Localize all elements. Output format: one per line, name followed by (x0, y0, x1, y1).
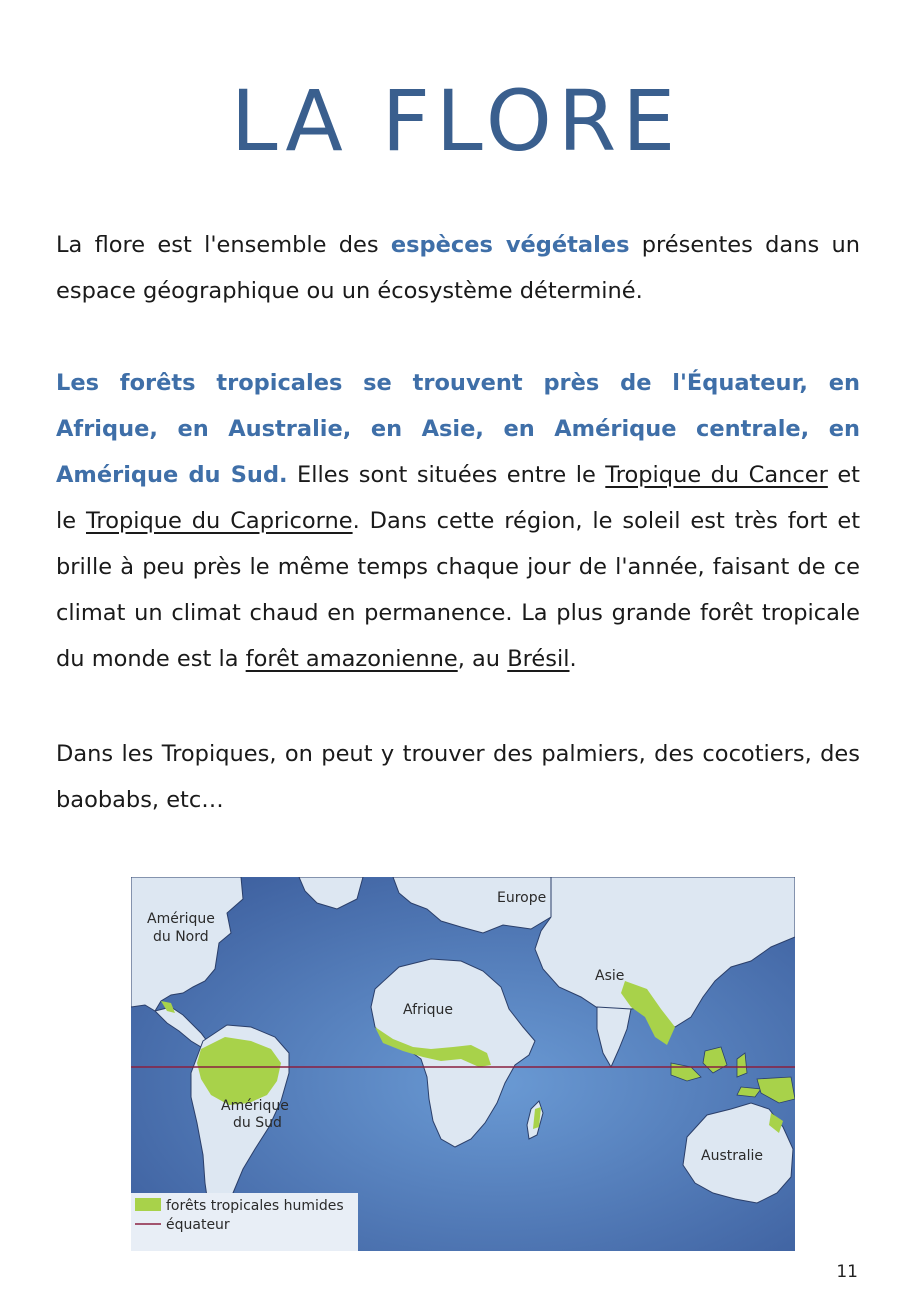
tropics-plants-paragraph: Dans les Tropiques, on peut y trouver des palmiers, des cocotiers, des baobabs, etc… (56, 741, 860, 813)
label-asia: Asie (595, 968, 625, 984)
highlight-plant-species: espèces végétales (390, 232, 630, 258)
term-amazon-forest: forêt amazonienne (245, 646, 458, 672)
legend-forest-swatch (135, 1198, 161, 1211)
map-legend (131, 1193, 358, 1251)
legend-equator-label: équateur (166, 1217, 230, 1233)
page-title: LA FLORE (230, 72, 682, 170)
label-europe: Europe (497, 890, 547, 906)
tropical-forest-map (131, 877, 795, 1251)
label-south-america-1: Amérique (221, 1098, 289, 1114)
label-north-america-1: Amérique (147, 911, 215, 927)
label-south-america-2: du Sud (233, 1115, 282, 1131)
term-tropic-of-cancer: Tropique du Cancer (605, 462, 828, 488)
term-brazil: Brésil (507, 646, 570, 672)
highlight-tropical-forests: Les forêts tropicales se trouvent près de l'Équateur, en Afrique, en Australie, en Asie, en Amérique centrale, en Amérique du Sud. (56, 370, 860, 488)
tropical-forests-paragraph: Les forêts tropicales se trouvent près de l'Équateur, en Afrique, en Australie, en Asie, en Amérique centrale, en Amérique du Sud. Elles sont situées entre le Tropique du Cancer et le Tropique du Capricorne. Dans cette région, le soleil est très fort et brille à peu près le même temps chaque jour de l'année, faisant de ce climat un climat chaud en permanence. La plus grande forêt tropicale du monde est la forêt amazonienne, au Brésil. (56, 370, 861, 672)
intro-paragraph: La flore est l'ensemble des espèces végétales présentes dans un espace géographique ou un écosystème déterminé. (56, 232, 860, 304)
page-number: 11 (836, 1262, 858, 1282)
label-africa: Afrique (403, 1002, 454, 1018)
label-australia: Australie (701, 1148, 763, 1164)
legend-forest-label: forêts tropicales humides (166, 1198, 344, 1214)
label-north-america-2: du Nord (153, 929, 209, 945)
term-tropic-of-capricorn: Tropique du Capricorne (86, 508, 353, 534)
